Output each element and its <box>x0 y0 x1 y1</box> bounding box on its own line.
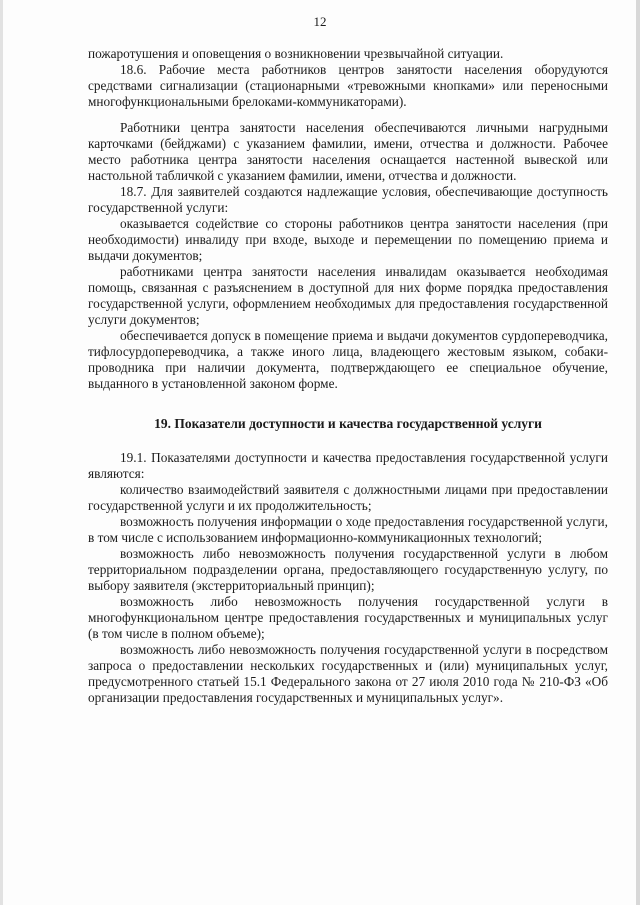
list-item: количество взаимодействий заявителя с должностными лицами при предоставлении государственной услуги и их продолжительность; <box>88 482 608 513</box>
page-number: 12 <box>313 14 327 29</box>
paragraph: 18.7. Для заявителей создаются надлежащие условия, обеспечивающие доступность государственной услуги: <box>88 184 608 215</box>
paragraph: пожаротушения и оповещения о возникновении чрезвычайной ситуации. <box>88 46 504 61</box>
document-body <box>88 46 608 706</box>
list-item: возможность либо невозможность получения государственной услуги в посредством запроса о предоставлении нескольких государственных и (или) муниципальных услуг, предусмотренного статьей 15.1 Федерального закона от 27 июля 2010 года № 210-ФЗ «Об организации предоставления государственных и муниципальных услуг». <box>88 642 608 705</box>
section-heading: 19. Показатели доступности и качества государственной услуги <box>154 416 542 431</box>
left-scan-edge <box>0 0 3 905</box>
list-item: работниками центра занятости населения инвалидам оказывается необходимая помощь, связанная с разъяснением в доступной для них форме порядка предоставления государственной услуги, оформлением необходимых для предоставления государственной услуги документов; <box>88 264 608 327</box>
right-scan-edge <box>636 0 640 905</box>
paragraph: 18.6. Рабочие места работников центров занятости населения оборудуются средствами сигнализации (стационарными «тревожными кнопками» или переносными многофункциональными брелоками-коммуникаторами). <box>88 62 608 109</box>
list-item: оказывается содействие со стороны работников центра занятости населения (при необходимости) инвалиду при входе, выходе и перемещении по помещению приема и выдачи документов; <box>88 216 608 263</box>
list-item: обеспечивается допуск в помещение приема и выдачи документов сурдопереводчика, тифлосурдопереводчика, а также иного лица, владеющего жестовым языком, собаки-проводника при наличии документа, подтверждающего ее специальное обучение, выданного в установленной законом форме. <box>88 328 608 391</box>
paragraph: 19.1. Показателями доступности и качества предоставления государственной услуги являются: <box>88 450 608 481</box>
list-item: возможность либо невозможность получения государственной услуги в любом территориальном подразделении органа, предоставляющего государственную услугу, по выбору заявителя (экстерриториальный принцип); <box>88 546 608 593</box>
paragraph: Работники центра занятости населения обеспечиваются личными нагрудными карточками (бейджами) с указанием фамилии, имени, отчества и должности. Рабочее место работника центра занятости населения оснащается настенной вывеской или настольной табличкой с указанием фамилии, имени, отчества и должности. <box>88 120 608 183</box>
list-item: возможность получения информации о ходе предоставления государственной услуги, в том числе с использованием информационно-коммуникационных технологий; <box>88 514 608 545</box>
list-item: возможность либо невозможность получения государственной услуги в многофункциональном центре предоставления государственных и муниципальных услуг (в том числе в полном объеме); <box>88 594 608 641</box>
